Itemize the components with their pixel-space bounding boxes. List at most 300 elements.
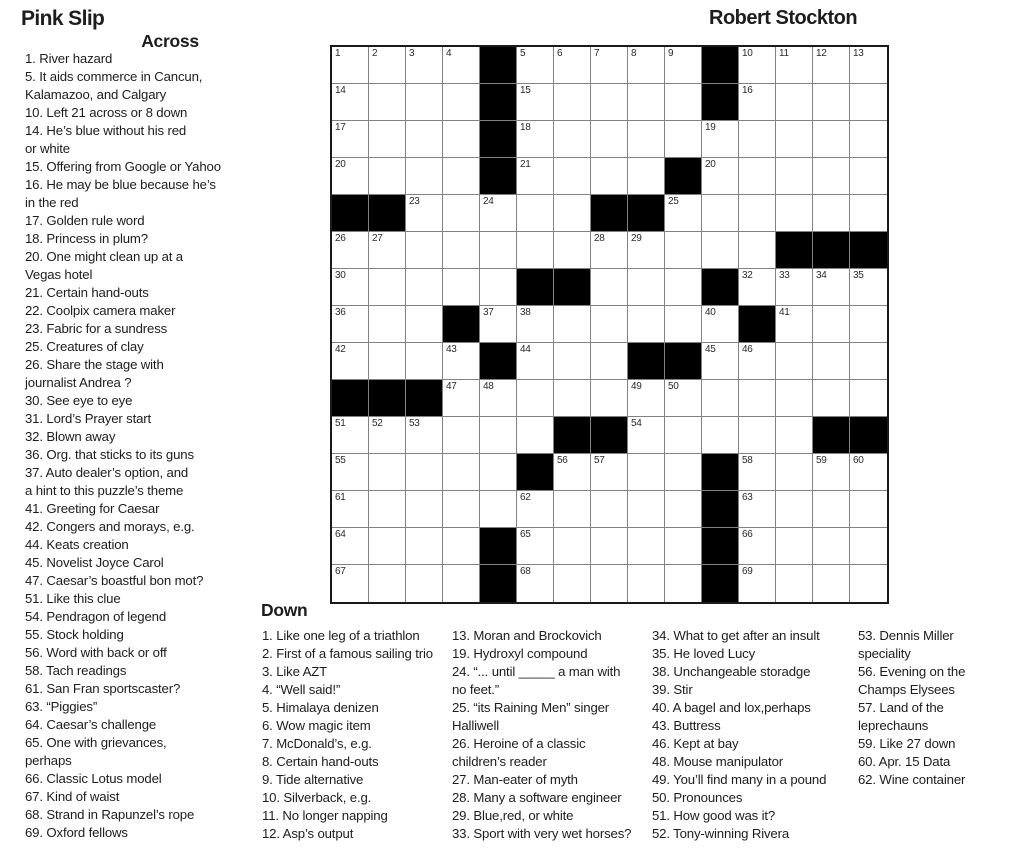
down-clue-line: 25. “its Raining Men” singer (452, 700, 610, 715)
grid-cell[interactable] (850, 269, 887, 306)
down-clue-line: 24. “... until _____ a man with (452, 664, 621, 679)
grid-cell[interactable] (813, 491, 850, 528)
grid-cell[interactable] (665, 491, 702, 528)
grid-cell[interactable] (665, 454, 702, 491)
grid-cell[interactable] (591, 565, 628, 602)
across-clue-line: 45. Novelist Joyce Carol (25, 555, 164, 570)
grid-cell[interactable] (591, 380, 628, 417)
grid-cell[interactable] (406, 491, 443, 528)
down-clue-line: 1. Like one leg of a triathlon (262, 628, 420, 643)
grid-row (332, 565, 887, 602)
grid-cell[interactable] (406, 565, 443, 602)
down-clue-line: 9. Tide alternative (262, 772, 364, 787)
grid-cell[interactable] (776, 528, 813, 565)
grid-cell[interactable] (369, 47, 406, 84)
grid-cell[interactable] (776, 565, 813, 602)
grid-cell[interactable] (480, 491, 517, 528)
down-clue-line: 56. Evening on the (858, 664, 966, 679)
grid-cell[interactable] (332, 121, 369, 158)
grid-cell[interactable] (517, 343, 554, 380)
grid-cell[interactable] (332, 47, 369, 84)
cell-number: 3 (409, 48, 415, 59)
grid-cell[interactable] (739, 528, 776, 565)
grid-cell[interactable] (665, 306, 702, 343)
grid-cell[interactable] (776, 491, 813, 528)
across-clue-line: 26. Share the stage with (25, 357, 164, 372)
grid-cell[interactable] (813, 343, 850, 380)
grid-cell[interactable] (813, 84, 850, 121)
grid-cell[interactable] (369, 84, 406, 121)
cell-number: 66 (742, 529, 753, 540)
cell-number: 42 (335, 344, 346, 355)
grid-cell[interactable] (776, 380, 813, 417)
cell-number: 20 (335, 159, 346, 170)
grid-cell[interactable] (665, 47, 702, 84)
down-clue-line: 59. Like 27 down (858, 736, 956, 751)
cell-number: 18 (520, 122, 531, 133)
grid-cell[interactable] (554, 306, 591, 343)
grid-cell[interactable] (480, 232, 517, 269)
grid-cell[interactable] (517, 84, 554, 121)
across-clue-line: 54. Pendragon of legend (25, 609, 167, 624)
grid-cell[interactable] (517, 565, 554, 602)
grid-cell[interactable] (665, 232, 702, 269)
down-clue-line: 34. What to get after an insult (652, 628, 820, 643)
grid-cell[interactable] (554, 343, 591, 380)
grid-cell[interactable] (369, 232, 406, 269)
grid-cell[interactable] (776, 417, 813, 454)
cell-number: 43 (446, 344, 457, 355)
grid-cell[interactable] (517, 528, 554, 565)
grid-cell-black (332, 195, 369, 232)
across-heading: Across (141, 31, 199, 51)
grid-cell[interactable] (406, 269, 443, 306)
grid-cell-black (480, 565, 517, 602)
grid-cell-black (665, 158, 702, 195)
grid-cell[interactable] (776, 306, 813, 343)
grid-cell[interactable] (591, 47, 628, 84)
grid-cell[interactable] (813, 195, 850, 232)
down-clue-line: Champs Elysees (858, 682, 955, 697)
grid-cell[interactable] (850, 158, 887, 195)
across-clue-line: 63. “Piggies” (25, 699, 98, 714)
across-clue-line: 25. Creatures of clay (25, 339, 144, 354)
grid-cell[interactable] (702, 417, 739, 454)
grid-cell[interactable] (665, 565, 702, 602)
crossword-grid (330, 45, 889, 604)
grid-cell[interactable] (406, 84, 443, 121)
grid-cell[interactable] (554, 491, 591, 528)
cell-number: 11 (779, 48, 789, 59)
grid-cell[interactable] (628, 84, 665, 121)
across-clue-line: 51. Like this clue (25, 591, 121, 606)
grid-cell[interactable] (443, 195, 480, 232)
grid-cell[interactable] (443, 491, 480, 528)
grid-cell[interactable] (332, 565, 369, 602)
grid-cell[interactable] (332, 232, 369, 269)
grid-cell[interactable] (369, 565, 406, 602)
across-clue-line: Vegas hotel (25, 267, 93, 282)
grid-cell[interactable] (665, 528, 702, 565)
cell-number: 52 (372, 418, 383, 429)
grid-cell[interactable] (813, 565, 850, 602)
grid-cell[interactable] (443, 232, 480, 269)
grid-cell[interactable] (739, 491, 776, 528)
grid-cell[interactable] (776, 343, 813, 380)
grid-cell[interactable] (517, 47, 554, 84)
grid-cell[interactable] (443, 84, 480, 121)
grid-cell[interactable] (813, 121, 850, 158)
down-clue-line: 19. Hydroxyl compound (452, 646, 588, 661)
puzzle-author: Robert Stockton (709, 7, 858, 29)
across-clue-line: 69. Oxford fellows (25, 825, 128, 840)
grid-cell[interactable] (369, 343, 406, 380)
grid-cell[interactable] (369, 269, 406, 306)
grid-cell[interactable] (591, 121, 628, 158)
grid-cell[interactable] (591, 306, 628, 343)
grid-cell[interactable] (665, 121, 702, 158)
grid-cell[interactable] (443, 380, 480, 417)
grid-cell[interactable] (591, 491, 628, 528)
cell-number: 1 (335, 48, 341, 59)
cell-number: 62 (520, 492, 531, 503)
down-clue-line: 7. McDonald’s, e.g. (262, 736, 372, 751)
across-clue-line: 18. Princess in plum? (25, 231, 148, 246)
grid-cell[interactable] (480, 417, 517, 454)
grid-cell[interactable] (406, 232, 443, 269)
across-clue-line: or white (25, 141, 70, 156)
grid-cell[interactable] (554, 47, 591, 84)
down-clue-line: Halliwell (452, 718, 500, 733)
grid-cell[interactable] (517, 380, 554, 417)
grid-cell[interactable] (665, 417, 702, 454)
down-clue-line: 62. Wine container (858, 772, 966, 787)
grid-cell-black (702, 528, 739, 565)
cell-number: 46 (742, 344, 753, 355)
grid-cell[interactable] (369, 158, 406, 195)
grid-cell[interactable] (332, 528, 369, 565)
grid-cell[interactable] (665, 380, 702, 417)
down-heading: Down (261, 600, 308, 620)
grid-cell[interactable] (591, 454, 628, 491)
grid-cell[interactable] (813, 454, 850, 491)
down-clue-line: 57. Land of the (858, 700, 944, 715)
grid-cell[interactable] (813, 269, 850, 306)
grid-cell[interactable] (443, 269, 480, 306)
cell-number: 63 (742, 492, 753, 503)
grid-cell[interactable] (517, 158, 554, 195)
grid-cell-black (628, 343, 665, 380)
grid-cell[interactable] (554, 528, 591, 565)
cell-number: 32 (742, 270, 753, 281)
grid-cell[interactable] (443, 565, 480, 602)
grid-cell[interactable] (554, 232, 591, 269)
grid-cell[interactable] (406, 454, 443, 491)
down-clue-line: 46. Kept at bay (652, 736, 739, 751)
grid-cell[interactable] (406, 343, 443, 380)
across-clue-line: 23. Fabric for a sundress (25, 321, 168, 336)
cell-number: 5 (520, 48, 526, 59)
grid-cell[interactable] (776, 454, 813, 491)
down-clue-line: children’s reader (452, 754, 547, 769)
grid-cell-black (591, 417, 628, 454)
grid-cell-black (702, 84, 739, 121)
grid-cell[interactable] (739, 121, 776, 158)
grid-cell[interactable] (628, 565, 665, 602)
down-clue-column (452, 627, 631, 843)
grid-cell[interactable] (702, 158, 739, 195)
grid-cell[interactable] (739, 565, 776, 602)
grid-cell-black (850, 417, 887, 454)
grid-cell[interactable] (332, 84, 369, 121)
grid-cell[interactable] (850, 491, 887, 528)
grid-cell[interactable] (776, 47, 813, 84)
grid-cell[interactable] (628, 491, 665, 528)
grid-cell[interactable] (665, 269, 702, 306)
cell-number: 59 (816, 455, 827, 466)
down-clue-line: 53. Dennis Miller (858, 628, 954, 643)
grid-cell-black (702, 269, 739, 306)
grid-cell[interactable] (369, 528, 406, 565)
grid-cell[interactable] (406, 417, 443, 454)
grid-cell[interactable] (406, 306, 443, 343)
grid-cell[interactable] (369, 306, 406, 343)
grid-cell[interactable] (850, 565, 887, 602)
grid-cell-black (702, 47, 739, 84)
grid-cell[interactable] (776, 269, 813, 306)
grid-cell[interactable] (332, 343, 369, 380)
grid-cell[interactable] (776, 121, 813, 158)
cell-number: 35 (853, 270, 864, 281)
grid-cell[interactable] (628, 417, 665, 454)
across-clue-line: 15. Offering from Google or Yahoo (25, 159, 221, 174)
down-clue-line: 50. Pronounces (652, 790, 743, 805)
grid-cell[interactable] (850, 454, 887, 491)
grid-cell-black (813, 232, 850, 269)
cell-number: 30 (335, 270, 346, 281)
grid-cell[interactable] (628, 269, 665, 306)
across-clue-line: 64. Caesar’s challenge (25, 717, 157, 732)
grid-cell[interactable] (628, 158, 665, 195)
grid-cell[interactable] (480, 454, 517, 491)
grid-cell[interactable] (739, 417, 776, 454)
grid-cell-black (739, 306, 776, 343)
grid-cell[interactable] (554, 380, 591, 417)
grid-cell[interactable] (591, 84, 628, 121)
grid-cell[interactable] (739, 84, 776, 121)
cell-number: 29 (631, 233, 642, 244)
grid-cell[interactable] (443, 417, 480, 454)
across-clue-line: 14. He’s blue without his red (25, 123, 187, 138)
cell-number: 19 (705, 122, 716, 133)
grid-cell-black (406, 380, 443, 417)
grid-cell[interactable] (517, 417, 554, 454)
grid-cell[interactable] (813, 306, 850, 343)
grid-cell[interactable] (369, 454, 406, 491)
grid-cell[interactable] (480, 306, 517, 343)
grid-cell[interactable] (702, 380, 739, 417)
cell-number: 12 (816, 48, 827, 59)
grid-cell[interactable] (776, 84, 813, 121)
grid-cell[interactable] (332, 417, 369, 454)
grid-cell[interactable] (517, 195, 554, 232)
grid-cell[interactable] (369, 491, 406, 528)
across-clue-list (25, 50, 221, 842)
grid-cell[interactable] (665, 84, 702, 121)
grid-cell[interactable] (813, 47, 850, 84)
across-clue-line: 36. Org. that sticks to its guns (25, 447, 194, 462)
grid-cell[interactable] (813, 528, 850, 565)
grid-cell[interactable] (628, 121, 665, 158)
grid-cell[interactable] (591, 528, 628, 565)
grid-cell[interactable] (628, 454, 665, 491)
cell-number: 15 (520, 85, 531, 96)
grid-cell[interactable] (480, 269, 517, 306)
grid-cell[interactable] (554, 454, 591, 491)
grid-cell[interactable] (517, 232, 554, 269)
grid-cell[interactable] (554, 195, 591, 232)
grid-cell[interactable] (443, 47, 480, 84)
grid-cell[interactable] (369, 121, 406, 158)
grid-cell[interactable] (850, 343, 887, 380)
grid-cell[interactable] (591, 269, 628, 306)
down-clue-line: 48. Mouse manipulator (652, 754, 783, 769)
grid-cell[interactable] (406, 47, 443, 84)
grid-cell[interactable] (850, 380, 887, 417)
grid-cell[interactable] (702, 121, 739, 158)
grid-cell[interactable] (554, 121, 591, 158)
grid-cell[interactable] (517, 491, 554, 528)
down-clue-line: 5. Himalaya denizen (262, 700, 379, 715)
down-clue-line: 39. Stir (652, 682, 693, 697)
cell-number: 61 (335, 492, 346, 503)
across-clue-line: 55. Stock holding (25, 627, 124, 642)
grid-cell[interactable] (739, 343, 776, 380)
grid-cell[interactable] (776, 195, 813, 232)
grid-cell[interactable] (406, 528, 443, 565)
grid-row (332, 454, 887, 491)
grid-cell[interactable] (813, 380, 850, 417)
grid-cell[interactable] (739, 454, 776, 491)
grid-row (332, 269, 887, 306)
grid-cell[interactable] (702, 343, 739, 380)
down-clue-line: 27. Man-eater of myth (452, 772, 578, 787)
down-clue-line: 35. He loved Lucy (652, 646, 756, 661)
down-clue-line: 10. Silverback, e.g. (262, 790, 372, 805)
grid-cell[interactable] (776, 158, 813, 195)
grid-cell[interactable] (517, 306, 554, 343)
grid-cell[interactable] (850, 306, 887, 343)
cell-number: 13 (853, 48, 864, 59)
grid-cell-black (332, 380, 369, 417)
grid-cell[interactable] (517, 121, 554, 158)
grid-cell[interactable] (739, 380, 776, 417)
grid-cell[interactable] (591, 232, 628, 269)
grid-cell[interactable] (443, 454, 480, 491)
grid-cell[interactable] (628, 306, 665, 343)
cell-number: 16 (742, 85, 753, 96)
grid-cell[interactable] (406, 121, 443, 158)
cell-number: 48 (483, 381, 494, 392)
down-clue-line: 6. Wow magic item (262, 718, 371, 733)
grid-cell[interactable] (443, 343, 480, 380)
grid-cell-black (480, 528, 517, 565)
down-clue-line: 29. Blue,red, or white (452, 808, 574, 823)
grid-cell[interactable] (665, 195, 702, 232)
grid-cell[interactable] (332, 454, 369, 491)
grid-cell[interactable] (850, 121, 887, 158)
grid-cell[interactable] (443, 158, 480, 195)
grid-cell[interactable] (850, 528, 887, 565)
grid-cell[interactable] (591, 158, 628, 195)
grid-cell[interactable] (739, 269, 776, 306)
cell-number: 64 (335, 529, 346, 540)
grid-cell-black (480, 84, 517, 121)
grid-cell[interactable] (850, 47, 887, 84)
grid-cell[interactable] (739, 158, 776, 195)
grid-cell[interactable] (628, 47, 665, 84)
cell-number: 21 (520, 159, 531, 170)
grid-cell[interactable] (850, 195, 887, 232)
grid-cell[interactable] (739, 47, 776, 84)
grid-cell[interactable] (554, 158, 591, 195)
grid-cell[interactable] (739, 195, 776, 232)
grid-cell[interactable] (443, 121, 480, 158)
grid-cell-black (480, 343, 517, 380)
across-clue-line: 65. One with grievances, (25, 735, 167, 750)
grid-cell[interactable] (554, 84, 591, 121)
cell-number: 51 (335, 418, 346, 429)
grid-cell[interactable] (702, 306, 739, 343)
across-clue-line: 42. Congers and morays, e.g. (25, 519, 195, 534)
grid-cell[interactable] (628, 232, 665, 269)
cell-number: 24 (483, 196, 494, 207)
grid-cell-black (480, 121, 517, 158)
grid-cell[interactable] (443, 528, 480, 565)
grid-cell-black (850, 232, 887, 269)
across-clue-line: 1. River hazard (25, 51, 113, 66)
grid-cell[interactable] (332, 491, 369, 528)
grid-cell[interactable] (480, 195, 517, 232)
grid-cell[interactable] (332, 158, 369, 195)
grid-cell[interactable] (480, 380, 517, 417)
grid-cell[interactable] (850, 84, 887, 121)
cell-number: 60 (853, 455, 864, 466)
grid-cell[interactable] (332, 269, 369, 306)
cell-number: 17 (335, 122, 346, 133)
grid-cell[interactable] (739, 232, 776, 269)
across-clue-line: perhaps (25, 753, 72, 768)
grid-cell-black (702, 491, 739, 528)
puzzle-title: Pink Slip (21, 7, 105, 30)
grid-cell[interactable] (554, 565, 591, 602)
grid-cell[interactable] (628, 528, 665, 565)
grid-cell[interactable] (406, 195, 443, 232)
grid-cell[interactable] (332, 306, 369, 343)
grid-cell[interactable] (591, 343, 628, 380)
grid-cell[interactable] (702, 195, 739, 232)
grid-cell[interactable] (813, 158, 850, 195)
down-clue-column (262, 627, 433, 843)
grid-cell[interactable] (702, 232, 739, 269)
cell-number: 49 (631, 381, 642, 392)
cell-number: 7 (594, 48, 600, 59)
grid-cell-black (702, 565, 739, 602)
grid-cell[interactable] (369, 417, 406, 454)
grid-cell[interactable] (628, 380, 665, 417)
grid-cell[interactable] (406, 158, 443, 195)
down-clue-line: 60. Apr. 15 Data (858, 754, 951, 769)
